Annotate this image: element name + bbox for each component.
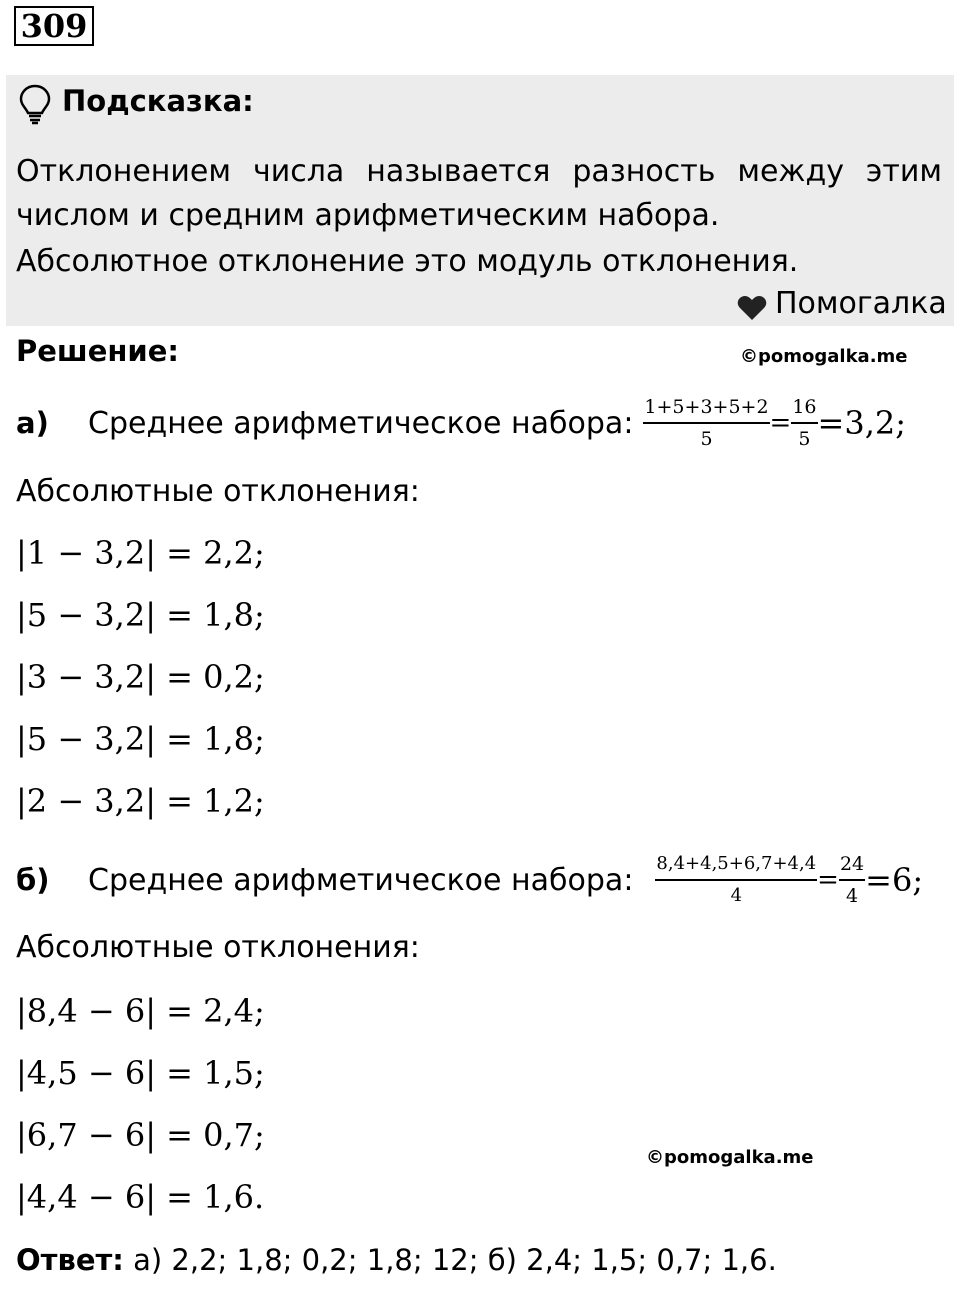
answer-text: а) 2,2; 1,8; 0,2; 1,8; 12; б) 2,4; 1,5; 0,7; 1,6.: [123, 1243, 777, 1277]
equals-sign: =: [769, 408, 792, 438]
part-a-fraction-1: [643, 396, 769, 450]
part-a-deviation-3: |3 − 3,2| = 0,2;: [16, 658, 265, 696]
answer-label: Ответ:: [16, 1243, 124, 1277]
part-a-label: а): [16, 406, 49, 440]
part-b-deviation-3: |6,7 − 6| = 0,7;: [16, 1116, 265, 1154]
part-b-fraction-2: [839, 853, 865, 907]
part-a-deviations-label: Абсолютные отклонения:: [16, 474, 420, 509]
heart-icon: [737, 295, 767, 321]
watermark-bottom: ©pomogalka.me: [646, 1147, 814, 1168]
answer-line: [16, 1243, 777, 1277]
part-b-mean-text: Среднее арифметическое набора:: [88, 862, 634, 898]
part-a-deviation-1: |1 − 3,2| = 2,2;: [16, 534, 265, 572]
part-b-mean-row: [16, 849, 923, 911]
part-b-deviation-4: |4,4 − 6| = 1,6.: [16, 1178, 265, 1216]
brand-name: Помогалка: [775, 286, 947, 321]
hint-title: Подсказка:: [62, 84, 254, 118]
watermark-top: ©pomogalka.me: [740, 346, 908, 367]
equals-sign: =: [817, 865, 839, 895]
part-b-frac2-numerator: 24: [839, 853, 865, 881]
part-a-deviation-2: |5 − 3,2| = 1,8;: [16, 596, 265, 634]
part-a-result: =3,2;: [817, 404, 907, 442]
part-b-label: б): [16, 863, 50, 897]
part-b-fraction-1: [655, 853, 817, 907]
part-a-mean-text: Среднее арифметическое набора:: [88, 405, 634, 441]
part-b-frac1-numerator: 8,4+4,5+6,7+4,4: [655, 853, 817, 881]
part-b-deviation-2: |4,5 − 6| = 1,5;: [16, 1054, 265, 1092]
part-a-frac1-numerator: 1+5+3+5+2: [643, 396, 769, 424]
part-a-frac2-denominator: 5: [798, 428, 811, 450]
hint-line-2: числом и средним арифметическим набора.: [16, 198, 720, 233]
hint-line-3: Абсолютное отклонение это модуль отклонения.: [16, 244, 799, 279]
part-b-frac1-denominator: 4: [730, 885, 743, 906]
part-b-deviations-label: Абсолютные отклонения:: [16, 930, 420, 965]
part-a-deviation-5: |2 − 3,2| = 1,2;: [16, 782, 265, 820]
part-a-frac1-denominator: 5: [700, 428, 713, 450]
part-a-deviation-4: |5 − 3,2| = 1,8;: [16, 720, 265, 758]
task-number: 309: [14, 6, 94, 46]
part-a-mean-row: [16, 392, 906, 454]
part-b-deviation-1: |8,4 − 6| = 2,4;: [16, 992, 265, 1030]
lightbulb-icon: [18, 83, 52, 125]
solution-label: Решение:: [16, 334, 180, 368]
part-b-frac2-denominator: 4: [846, 885, 859, 907]
part-b-result: =6;: [865, 861, 924, 899]
part-a-frac2-numerator: 16: [791, 396, 817, 424]
part-a-fraction-2: [791, 396, 817, 450]
hint-line-1: Отклонением числа называется разность между этим: [16, 154, 942, 189]
